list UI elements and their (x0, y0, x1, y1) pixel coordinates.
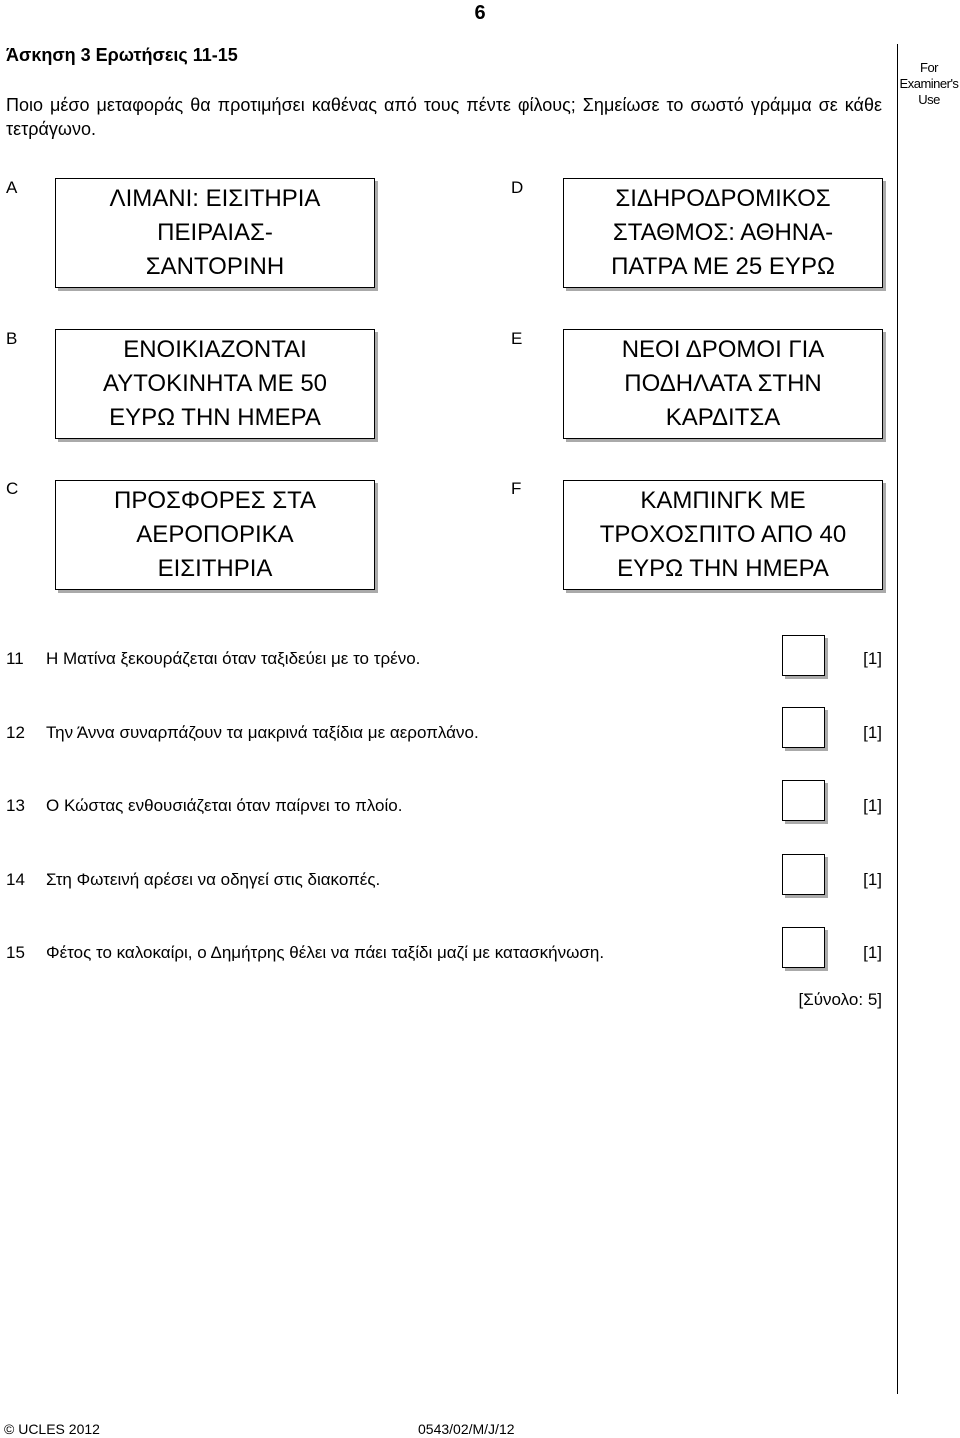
option-box-f (563, 480, 883, 590)
option-letter-b: B (6, 329, 18, 348)
option-line: ΑΥΤΟΚΙΝΗΤΑ ΜΕ 50 (102, 370, 328, 397)
option-line: ΠΕΙΡΑΙΑΣ- (157, 219, 273, 246)
examiner-use-line: Use (918, 92, 940, 107)
option-letter-d: D (511, 178, 524, 197)
option-line: ΕΥΡΩ ΤΗΝ ΗΜΕΡΑ (109, 404, 321, 431)
question-text: Ο Κώστας ενθουσιάζεται όταν παίρνει το πλοίο. (46, 796, 403, 815)
option-line: ΕΥΡΩ ΤΗΝ ΗΜΕΡΑ (617, 555, 829, 582)
option-box-d (563, 178, 883, 288)
option-line: ΣΑΝΤΟΡΙΝΗ (145, 253, 285, 280)
question-number: 15 (6, 943, 25, 962)
option-line: ΛΙΜΑΝΙ: ΕΙΣΙΤΗΡΙΑ (109, 185, 321, 212)
exercise-title: Άσκηση 3 Ερωτήσεις 11-15 (6, 45, 238, 65)
question-number: 13 (6, 796, 25, 815)
question-number: 14 (6, 870, 25, 889)
option-line: ΕΙΣΙΤΗΡΙΑ (157, 555, 273, 582)
question-text: Στη Φωτεινή αρέσει να οδηγεί στις διακοπές. (46, 870, 381, 889)
option-letter-e: E (511, 329, 523, 348)
option-line: ΝΕΟΙ ΔΡΟΜΟΙ ΓΙΑ (621, 336, 825, 363)
question-text: Η Ματίνα ξεκουράζεται όταν ταξιδεύει με το τρένο. (46, 649, 421, 668)
option-line: ΚΑΜΠΙΝΓΚ ΜΕ (640, 487, 806, 514)
option-box-c (55, 480, 375, 590)
question-mark: [1] (863, 870, 882, 889)
examiner-use-label (896, 60, 960, 108)
examiner-use-line: For (920, 60, 938, 75)
option-letter-c: C (6, 479, 19, 498)
option-line: ΑΕΡΟΠΟΡΙΚΑ (136, 521, 294, 548)
option-line: ΠΟΔΗΛΑΤΑ ΣΤΗΝ (624, 370, 822, 397)
option-line: ΕΝΟΙΚΙΑΖΟΝΤΑΙ (123, 336, 307, 363)
examiner-margin-line (897, 44, 898, 1394)
answer-box-13[interactable] (782, 780, 825, 821)
question-number: 11 (6, 649, 24, 668)
examiner-use-line: Examiner's (899, 76, 959, 91)
footer-code: 0543/02/M/J/12 (418, 1421, 515, 1437)
question-mark: [1] (863, 723, 882, 742)
question-number: 12 (6, 723, 25, 742)
answer-box-14[interactable] (782, 854, 825, 895)
option-line: ΣΤΑΘΜΟΣ: ΑΘΗΝΑ- (612, 219, 834, 246)
question-text: Φέτος το καλοκαίρι, ο Δημήτρης θέλει να πάει ταξίδι μαζί με κατασκήνωση. (46, 943, 605, 962)
option-line: ΤΡΟΧΟΣΠΙΤΟ ΑΠΟ 40 (599, 521, 847, 548)
option-letter-f: F (511, 479, 522, 498)
option-line: ΣΙΔΗΡΟΔΡΟΜΙΚΟΣ (615, 185, 831, 212)
option-line: ΠΡΟΣΦΟΡΕΣ ΣΤΑ (114, 487, 316, 514)
option-line: ΚΑΡΔΙΤΣΑ (665, 404, 781, 431)
answer-box-12[interactable] (782, 707, 825, 748)
footer-copyright: © UCLES 2012 (4, 1421, 100, 1437)
question-mark: [1] (863, 649, 882, 668)
option-letter-a: A (6, 178, 18, 197)
option-box-b (55, 329, 375, 439)
instructions: Ποιο μέσο μεταφοράς θα προτιμήσει καθένας από τους πέντε φίλους; Σημείωσε το σωστό γράμμα σε κάθε τετράγωνο. (6, 95, 882, 139)
question-mark: [1] (863, 943, 882, 962)
option-box-a (55, 178, 375, 288)
total-marks: [Σύνολο: 5] (798, 990, 882, 1009)
page-number: 6 (474, 2, 486, 24)
answer-box-15[interactable] (782, 927, 825, 968)
answer-box-11[interactable] (782, 635, 825, 676)
question-text: Την Άννα συναρπάζουν τα μακρινά ταξίδια με αεροπλάνο. (46, 723, 479, 742)
option-line: ΠΑΤΡΑ ΜΕ 25 ΕΥΡΩ (611, 253, 835, 280)
question-mark: [1] (863, 796, 882, 815)
option-box-e (563, 329, 883, 439)
